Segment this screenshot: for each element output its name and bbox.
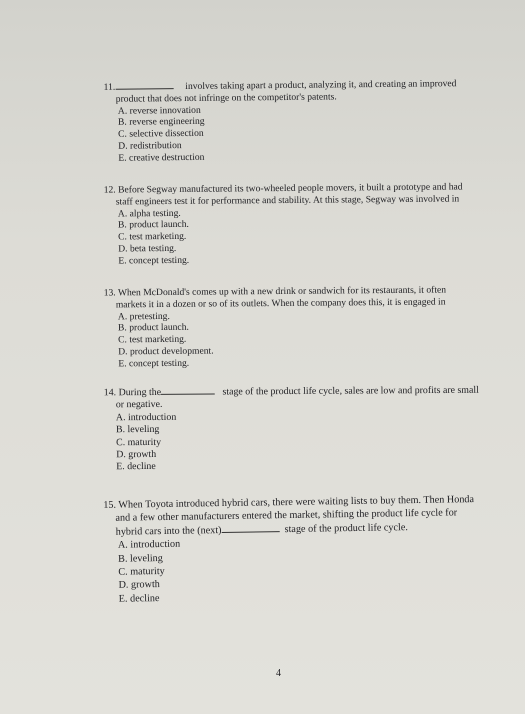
question-text: hybrid cars into the (next) [115, 524, 222, 538]
option-c: C. test marketing. [118, 333, 187, 346]
option-d: D. redistribution [118, 140, 182, 152]
option-a: A. introduction [117, 538, 181, 551]
question-number: 15. [103, 499, 117, 511]
option-b: B. leveling [115, 424, 160, 436]
option-c: C. maturity [118, 565, 165, 578]
option-b: B. product launch. [117, 219, 189, 231]
option-c: C. maturity [116, 436, 162, 448]
question-text: Before Segway manufactured its two-wheeled people movers, it built a prototype and had [118, 181, 463, 196]
question-text: markets it in a dozen or so of its outlets. When the company does this, it is engaged in [115, 296, 446, 311]
option-a: A. introduction [115, 411, 177, 424]
option-e: E. concept testing. [118, 357, 190, 370]
question-text: During the [118, 386, 162, 399]
answer-blank [115, 88, 173, 90]
question-15 [103, 493, 475, 606]
question-14 [104, 385, 480, 474]
option-b: B. product launch. [117, 322, 189, 334]
question-text: When McDonald's comes up with a new drink or sandwich for its restaurants, it often [117, 284, 447, 299]
question-text: stage of the product life cycle, sales are low and profits are small [222, 384, 479, 398]
question-text: When Toyota introduced hybrid cars, there were waiting lists to buy them. Then Honda [118, 494, 475, 511]
option-a: A. pretesting. [117, 310, 170, 322]
question-number: 11. [103, 81, 116, 93]
question-12 [104, 181, 464, 267]
option-d: D. product development. [118, 345, 214, 358]
question-text: staff engineers test it for performance and stability. At this stage, Segway was involved in [115, 193, 460, 208]
option-e: E. creative destruction [118, 151, 205, 164]
question-text: and a few other manufacturers entered the market, shifting the product life cycle for [115, 507, 458, 525]
question-number: 12. [103, 184, 116, 196]
question-text: or negative. [115, 399, 163, 411]
page-number: 4 [276, 668, 281, 679]
option-b: B. leveling [118, 552, 163, 565]
option-d: D. growth [118, 579, 160, 592]
option-d: D. growth [116, 448, 157, 461]
option-c: C. selective dissection [118, 127, 204, 140]
option-a: A. reverse innovation [117, 104, 201, 117]
answer-blank [222, 531, 280, 533]
question-13 [104, 285, 447, 371]
option-c: C. test marketing. [118, 231, 187, 243]
option-e: E. decline [118, 592, 160, 605]
question-number: 14. [103, 387, 117, 399]
option-b: B. reverse engineering [117, 116, 205, 129]
option-d: D. beta testing. [118, 242, 177, 255]
question-11 [104, 78, 458, 164]
question-text: product that does not infringe on the competitor's patents. [115, 91, 337, 105]
option-e: E. decline [116, 461, 156, 473]
question-number: 13. [103, 287, 116, 299]
answer-blank [161, 394, 215, 395]
option-e: E. concept testing. [118, 254, 190, 267]
option-a: A. alpha testing. [117, 207, 181, 220]
question-text: stage of the product life cycle. [284, 521, 409, 535]
question-text: involves taking apart a product, analyzing it, and creating an improved [185, 78, 457, 92]
